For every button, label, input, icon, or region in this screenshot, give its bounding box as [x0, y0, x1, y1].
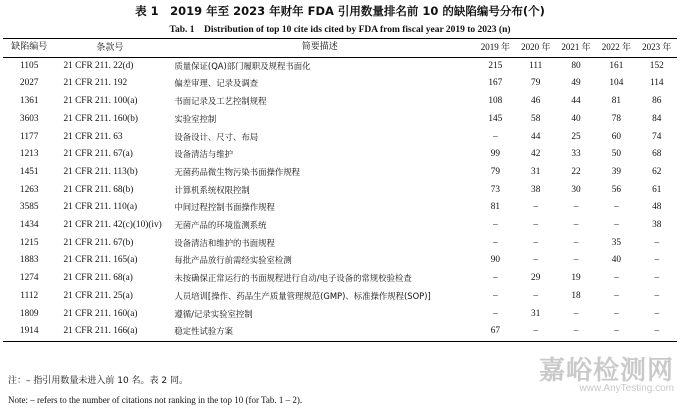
cell-clause: 21 CFR 211. 113(b)	[63, 166, 138, 177]
cell-count-2020: 79	[531, 78, 541, 89]
table-row	[3, 199, 677, 217]
cell-count-2023: 86	[652, 96, 662, 107]
cell-count-2021: 22	[571, 166, 581, 177]
cell-defect-id: 1434	[19, 220, 39, 231]
cell-defect-id: 1451	[19, 166, 39, 177]
cell-count-2022: 35	[611, 237, 622, 248]
cell-clause: 21 CFR 211. 25(a)	[63, 290, 133, 301]
table-row	[3, 129, 677, 147]
cell-count-2020: 46	[531, 96, 541, 107]
cell-count-2021: 25	[571, 131, 581, 142]
cell-clause: 21 CFR 211. 100(a)	[63, 96, 138, 107]
cell-defect-id: 1215	[19, 237, 39, 248]
cell-count-2021: –	[573, 202, 579, 213]
cell-defect-id: 1177	[20, 131, 39, 142]
cell-count-2022: 78	[611, 113, 622, 124]
cell-clause: 21 CFR 211. 68(a)	[63, 273, 133, 284]
cell-count-2022: –	[614, 202, 619, 213]
cell-count-2020: 31	[531, 166, 541, 177]
header-defect-id: 缺陷编号	[3, 39, 55, 58]
table-row	[3, 235, 677, 253]
cell-count-2020: –	[533, 220, 539, 231]
cell-defect-id: 1105	[20, 60, 39, 71]
cell-description: 实验室控制	[174, 113, 217, 124]
cell-count-2020: –	[533, 255, 539, 266]
cell-count-2020: 111	[529, 60, 543, 71]
cell-count-2023: 62	[652, 166, 662, 177]
cell-count-2019: 79	[490, 166, 500, 177]
cell-clause: 21 CFR 211. 22(d)	[63, 60, 134, 71]
cell-defect-id: 3585	[19, 202, 39, 213]
cell-count-2023: –	[637, 323, 677, 341]
cell-count-2023: 61	[652, 184, 662, 195]
table-row	[3, 93, 677, 111]
watermark-text-chinese: 嘉峪检测网	[538, 356, 674, 386]
cell-count-2021: –	[573, 220, 579, 231]
cell-clause: 21 CFR 211. 67(a)	[63, 149, 133, 160]
cell-defect-id: 1914	[3, 323, 55, 341]
cell-count-2021: –	[573, 255, 579, 266]
cell-clause: 21 CFR 211. 110(a)	[63, 202, 138, 213]
cell-count-2023: 84	[652, 113, 662, 124]
cell-count-2022: 81	[611, 96, 622, 107]
header-year-2020: 2020 年	[516, 39, 556, 58]
cell-count-2023: 152	[649, 60, 664, 71]
header-clause: 条款号	[55, 39, 164, 58]
cell-clause: 21 CFR 211. 68(b)	[63, 184, 134, 195]
cell-clause: 21 CFR 211. 160(b)	[63, 113, 139, 124]
table-note-chinese: 注：– 指引用数量未进入前 10 名。表 2 同。	[8, 376, 188, 386]
table-row	[3, 270, 677, 288]
watermark	[539, 350, 674, 394]
cell-count-2019: 215	[488, 60, 503, 71]
cell-clause: 21 CFR 211. 166(a)	[55, 323, 164, 341]
cell-clause: 21 CFR 211. 63	[63, 131, 123, 142]
cell-description: 计算机系统权限控制	[174, 184, 250, 195]
cell-description: 中间过程控制书面操作规程	[174, 202, 275, 213]
header-year-2022: 2022 年	[596, 39, 636, 58]
cell-count-2021: 30	[571, 184, 581, 195]
cell-count-2020: 29	[531, 273, 541, 284]
cell-defect-id: 1274	[19, 273, 39, 284]
cell-count-2019: –	[493, 220, 498, 231]
cell-count-2022: –	[596, 323, 636, 341]
table-row	[3, 323, 677, 341]
cell-count-2019: 145	[488, 113, 503, 124]
cell-count-2019: 90	[490, 255, 500, 266]
cell-count-2019: –	[493, 131, 498, 142]
cell-defect-id: 1883	[19, 255, 39, 266]
cell-count-2020: 38	[531, 184, 541, 195]
cell-defect-id: 1809	[19, 308, 39, 319]
cell-description: 偏差审理、记录及调查	[174, 78, 259, 89]
cell-description: 无菌药品微生物污染书面操作规程	[174, 166, 301, 177]
cell-count-2019: 108	[488, 96, 503, 107]
table-row	[3, 57, 677, 75]
cell-count-2019: –	[493, 237, 498, 248]
table-note-english: Note: – refers to the number of citations not ranking in the top 10 (for Tab. 1 – 2).	[8, 395, 303, 405]
cell-count-2022: 60	[611, 131, 622, 142]
cell-count-2021: 44	[571, 96, 581, 107]
cell-count-2021: –	[573, 308, 579, 319]
cell-count-2022: 50	[611, 149, 622, 160]
watermark-text-english: www.AnyTesting.com	[579, 383, 674, 394]
cell-clause: 21 CFR 211. 192	[63, 78, 128, 89]
cell-description: 人员培训[操作、药品生产质量管理规范(GMP)、标准操作规程(SOP)]	[174, 290, 431, 301]
cell-count-2019: 167	[488, 78, 503, 89]
cell-count-2022: 56	[611, 184, 622, 195]
cell-count-2021: 49	[571, 78, 581, 89]
table-row	[3, 252, 677, 270]
table-row	[3, 164, 677, 182]
table-row	[3, 288, 677, 306]
cell-count-2022: 104	[609, 78, 624, 89]
cell-count-2019: –	[493, 273, 498, 284]
cell-defect-id: 1361	[19, 96, 39, 107]
header-year-2023: 2023 年	[637, 39, 677, 58]
table-row	[3, 111, 677, 129]
cell-count-2020: 58	[531, 113, 541, 124]
cell-description: 书面记录及工艺控制规程	[174, 96, 267, 107]
cell-count-2020: 42	[531, 149, 541, 160]
header-year-2019: 2019 年	[475, 39, 515, 58]
cell-count-2023: 68	[652, 149, 662, 160]
cell-count-2023: –	[654, 273, 660, 284]
cell-count-2020: 31	[531, 308, 541, 319]
table-row	[3, 217, 677, 235]
cell-count-2021: –	[573, 237, 579, 248]
cell-count-2021: 19	[571, 273, 581, 284]
cell-description: 质量保证(QA)部门履职及规程书面化	[174, 60, 311, 71]
cell-count-2023: 114	[649, 78, 664, 89]
cell-count-2023: –	[654, 308, 660, 319]
cell-count-2021: 18	[571, 290, 581, 301]
table-caption-english: Tab. 1 Distribution of top 10 cite ids cited by FDA from fiscal year 2019 to 2023 (n)	[169, 25, 511, 35]
cell-count-2023: 48	[652, 202, 662, 213]
cell-count-2022: –	[614, 273, 619, 284]
cell-count-2023: –	[654, 290, 660, 301]
cell-description: 设备设计、尺寸、布局	[174, 131, 259, 142]
table-caption-chinese: 表 1 2019 年至 2023 年财年 FDA 引用数量排名前 10 的缺陷编号分布(个)	[135, 4, 545, 18]
table-row	[3, 182, 677, 200]
cell-description: 未按确保正常运行的书面规程进行自动/电子设备的常规校验检查	[174, 273, 412, 284]
cell-description: 无菌产品的环境监测系统	[174, 220, 267, 231]
cell-count-2022: –	[614, 220, 619, 231]
cell-count-2019: 81	[490, 202, 500, 213]
cell-count-2022: –	[614, 290, 619, 301]
cell-count-2022: 40	[611, 255, 622, 266]
cell-defect-id: 3603	[19, 113, 39, 124]
cell-defect-id: 1263	[19, 184, 39, 195]
cell-count-2020: –	[533, 202, 539, 213]
cell-count-2019: –	[493, 290, 498, 301]
cell-count-2023: 74	[652, 131, 662, 142]
cell-count-2023: –	[654, 237, 660, 248]
cell-count-2023: –	[654, 255, 660, 266]
cell-description: 稳定性试验方案	[164, 323, 475, 341]
cell-count-2020: –	[533, 237, 539, 248]
cell-count-2020: –	[533, 290, 539, 301]
cell-clause: 21 CFR 211. 160(a)	[63, 308, 138, 319]
cell-count-2022: 161	[609, 60, 624, 71]
cell-description: 设备清洁和维护的书面规程	[174, 237, 275, 248]
cell-description: 设备清洁与维护	[174, 149, 234, 160]
cell-count-2022: 39	[611, 166, 622, 177]
cell-count-2020: –	[516, 323, 556, 341]
table-header-row	[3, 39, 677, 58]
table-row	[3, 306, 677, 324]
cell-count-2023: 38	[652, 220, 662, 231]
cell-description: 每批产品放行前需经实验室检测	[174, 255, 292, 266]
header-description: 简要描述	[164, 39, 475, 58]
table-row	[3, 75, 677, 93]
cell-count-2020: 44	[531, 131, 541, 142]
cell-count-2022: –	[614, 308, 619, 319]
cell-defect-id: 1213	[19, 149, 39, 160]
cell-clause: 21 CFR 211. 165(a)	[63, 255, 138, 266]
cell-count-2019: 99	[490, 149, 500, 160]
header-year-2021: 2021 年	[556, 39, 596, 58]
cell-description: 遵循/记录实验室控制	[174, 308, 253, 319]
cell-clause: 21 CFR 211. 67(b)	[63, 237, 134, 248]
cell-count-2021: 80	[571, 60, 581, 71]
cell-count-2019: 67	[475, 323, 515, 341]
table-row	[3, 146, 677, 164]
cell-count-2019: 73	[490, 184, 500, 195]
cell-count-2021: –	[556, 323, 596, 341]
cell-count-2019: –	[493, 308, 498, 319]
cell-count-2021: 33	[571, 149, 581, 160]
cell-count-2021: 40	[571, 113, 581, 124]
defect-distribution-table	[3, 38, 677, 342]
cell-defect-id: 1112	[20, 290, 39, 301]
cell-clause: 21 CFR 211. 42(c)(10)(iv)	[63, 220, 162, 231]
cell-defect-id: 2027	[19, 78, 39, 89]
